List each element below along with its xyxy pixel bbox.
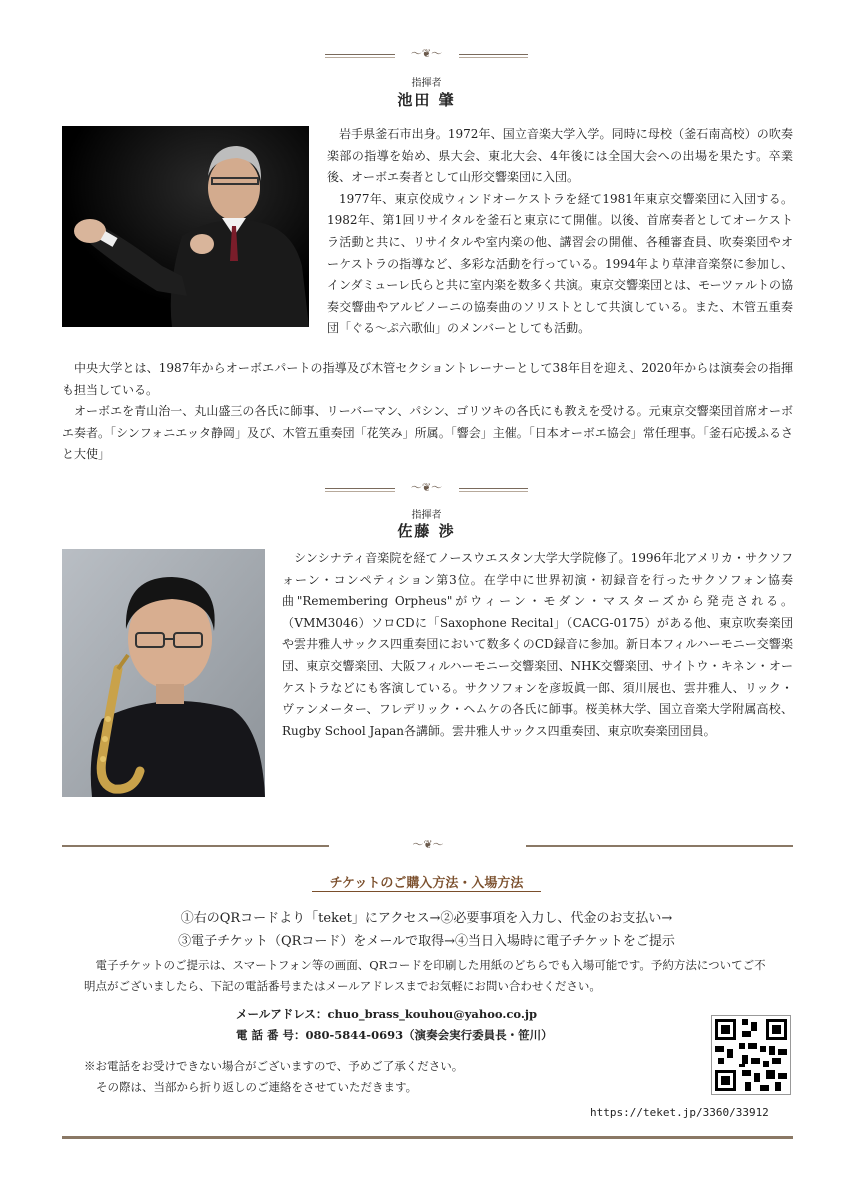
- ticket-title: チケットのご購入方法・入場方法: [329, 876, 524, 891]
- conductor1-paragraph: オーボエを青山治一、丸山盛三の各氏に師事、リーバーマン、パシン、ゴリツキの各氏にも教えを受ける。元東京交響楽団首席オーボエ奏者。「シンフォニエッタ静岡」及び、木管五重奏団「花笑み」所属。「響会」主催。「日本オーボエ協会」常任理事。「釜石応援ふるさと大使」: [62, 404, 793, 462]
- ticket-url[interactable]: https://teket.jp/3360/33912: [590, 1106, 769, 1119]
- top-ornament: 〜❦〜: [325, 47, 528, 61]
- phone-label: 電 話 番 号：: [236, 1028, 306, 1042]
- conductor1-paragraph: 中央大学とは、1987年からオーボエパートの指導及び木管セクショントレーナーとして38年目を迎え、2020年からは演奏会の指揮も担当している。: [62, 361, 793, 397]
- ticket-step-line-2: ③電子チケット（QRコード）をメールで取得→④当日入場時に電子チケットをご提示: [178, 934, 675, 949]
- bottom-rule: [62, 1136, 793, 1139]
- conductor2-photo: [62, 549, 265, 797]
- conductor1-photo: [62, 126, 309, 327]
- email-row: [236, 1006, 537, 1022]
- conductor2-paragraph: シンシナティ音楽院を経てノースウエスタン大学大学院修了。1996年北アメリカ・サクソフォーン・コンペティション第3位。在学中に世界初演・初録音を行ったサクソフォン協奏曲"Remembering Orpheus"がウィーン・モダン・マスターズから発売される。（VMM3046）ソロCDに「Saxophone Recital」（CACG-0175）がある他、東京吹奏楽団や雲井雅人サックス四重奏団において数多くのCD録音に参加。新日本フィルハーモニー交響楽団、東京交響楽団、大阪フィルハーモニー交響楽団、NHK交響楽団、サイトウ・キネン・オーケストラなどにも客演している。サクソフォンを彦坂眞一郎、須川展也、雲井雅人、リック・ヴァンメーター、フレデリック・ヘムケの各氏に師事。桜美林大学、国立音楽大学附属高校、Rugby School Japan各講師。雲井雅人サックス四重奏団、東京吹奏楽団団員。: [282, 551, 793, 738]
- conductor1-role: 指揮者: [411, 78, 442, 89]
- email-label: メールアドレス：: [236, 1007, 328, 1021]
- middle-ornament: 〜❦〜: [325, 481, 528, 495]
- ticket-step-line-1: ①右のQRコードより「teket」にアクセス→②必要事項を入力し、代金のお支払い→: [180, 911, 673, 926]
- ticket-rule-left: [62, 845, 329, 847]
- phone-row: [236, 1027, 553, 1043]
- conductor1-paragraph: 1977年、東京佼成ウィンドオーケストラを経て1981年東京交響楽団に入団する。1982年、第1回リサイタルを釜石と東京にて開催。以後、首席奏者としてオーケストラ活動と共に、リサイタルや室内楽の他、講習会の開催、各種審査員、吹奏楽団やオーケストラの指導など、多彩な活動を行っている。1994年より草津音楽祭に参加し、インダミューレ氏らと共に室内楽を数多く共演。東京交響楽団とは、モーツァルトの協奏交響曲やアルビノーニの協奏曲のソリストとして共演している。また、木管五重奏団「ぐる〜ぷ六歌仙」のメンバーとしても活動。: [327, 191, 793, 336]
- caution-line-2: その際は、当部から折り返しのご連絡をさせていただきます。: [96, 1080, 418, 1094]
- ticket-rule-right: [526, 845, 793, 847]
- email-address[interactable]: chuo_brass_kouhou@yahoo.co.jp: [327, 1007, 538, 1021]
- ticket-title-underline: [312, 891, 541, 892]
- conductor2-bio: [282, 548, 793, 742]
- ticket-ornament: 〜❦〜: [330, 838, 526, 852]
- conductor1-paragraph: 岩手県釜石市出身。1972年、国立音楽大学入学。同時に母校（釜石南高校）の吹奏楽部の指導を始め、県大会、東北大会、4年後には全国大会への出場を果たす。卒業後、オーボエ奏者として山形交響楽団に入団。: [327, 127, 793, 185]
- conductor1-bio-full: [62, 358, 793, 466]
- conductor1-name: 池田 肇: [397, 91, 456, 109]
- ticket-note: 電子チケットのご提示は、スマートフォン等の画面、QRコードを印刷した用紙のどちらでも入場可能です。予約方法についてご不明点がございましたら、下記の電話番号またはメールアドレスまでお気軽にお問い合わせください。: [84, 958, 766, 993]
- conductor2-name: 佐藤 渉: [397, 522, 456, 540]
- caution-line-1: ※お電話をお受けできない場合がございますので、予めご了承ください。: [84, 1059, 464, 1073]
- phone-number[interactable]: 080-5844-0693（演奏会実行委員長・笹川）: [305, 1028, 553, 1042]
- conductor2-role: 指揮者: [411, 510, 442, 521]
- conductor1-bio-side: [327, 124, 793, 340]
- qr-code[interactable]: [711, 1015, 791, 1095]
